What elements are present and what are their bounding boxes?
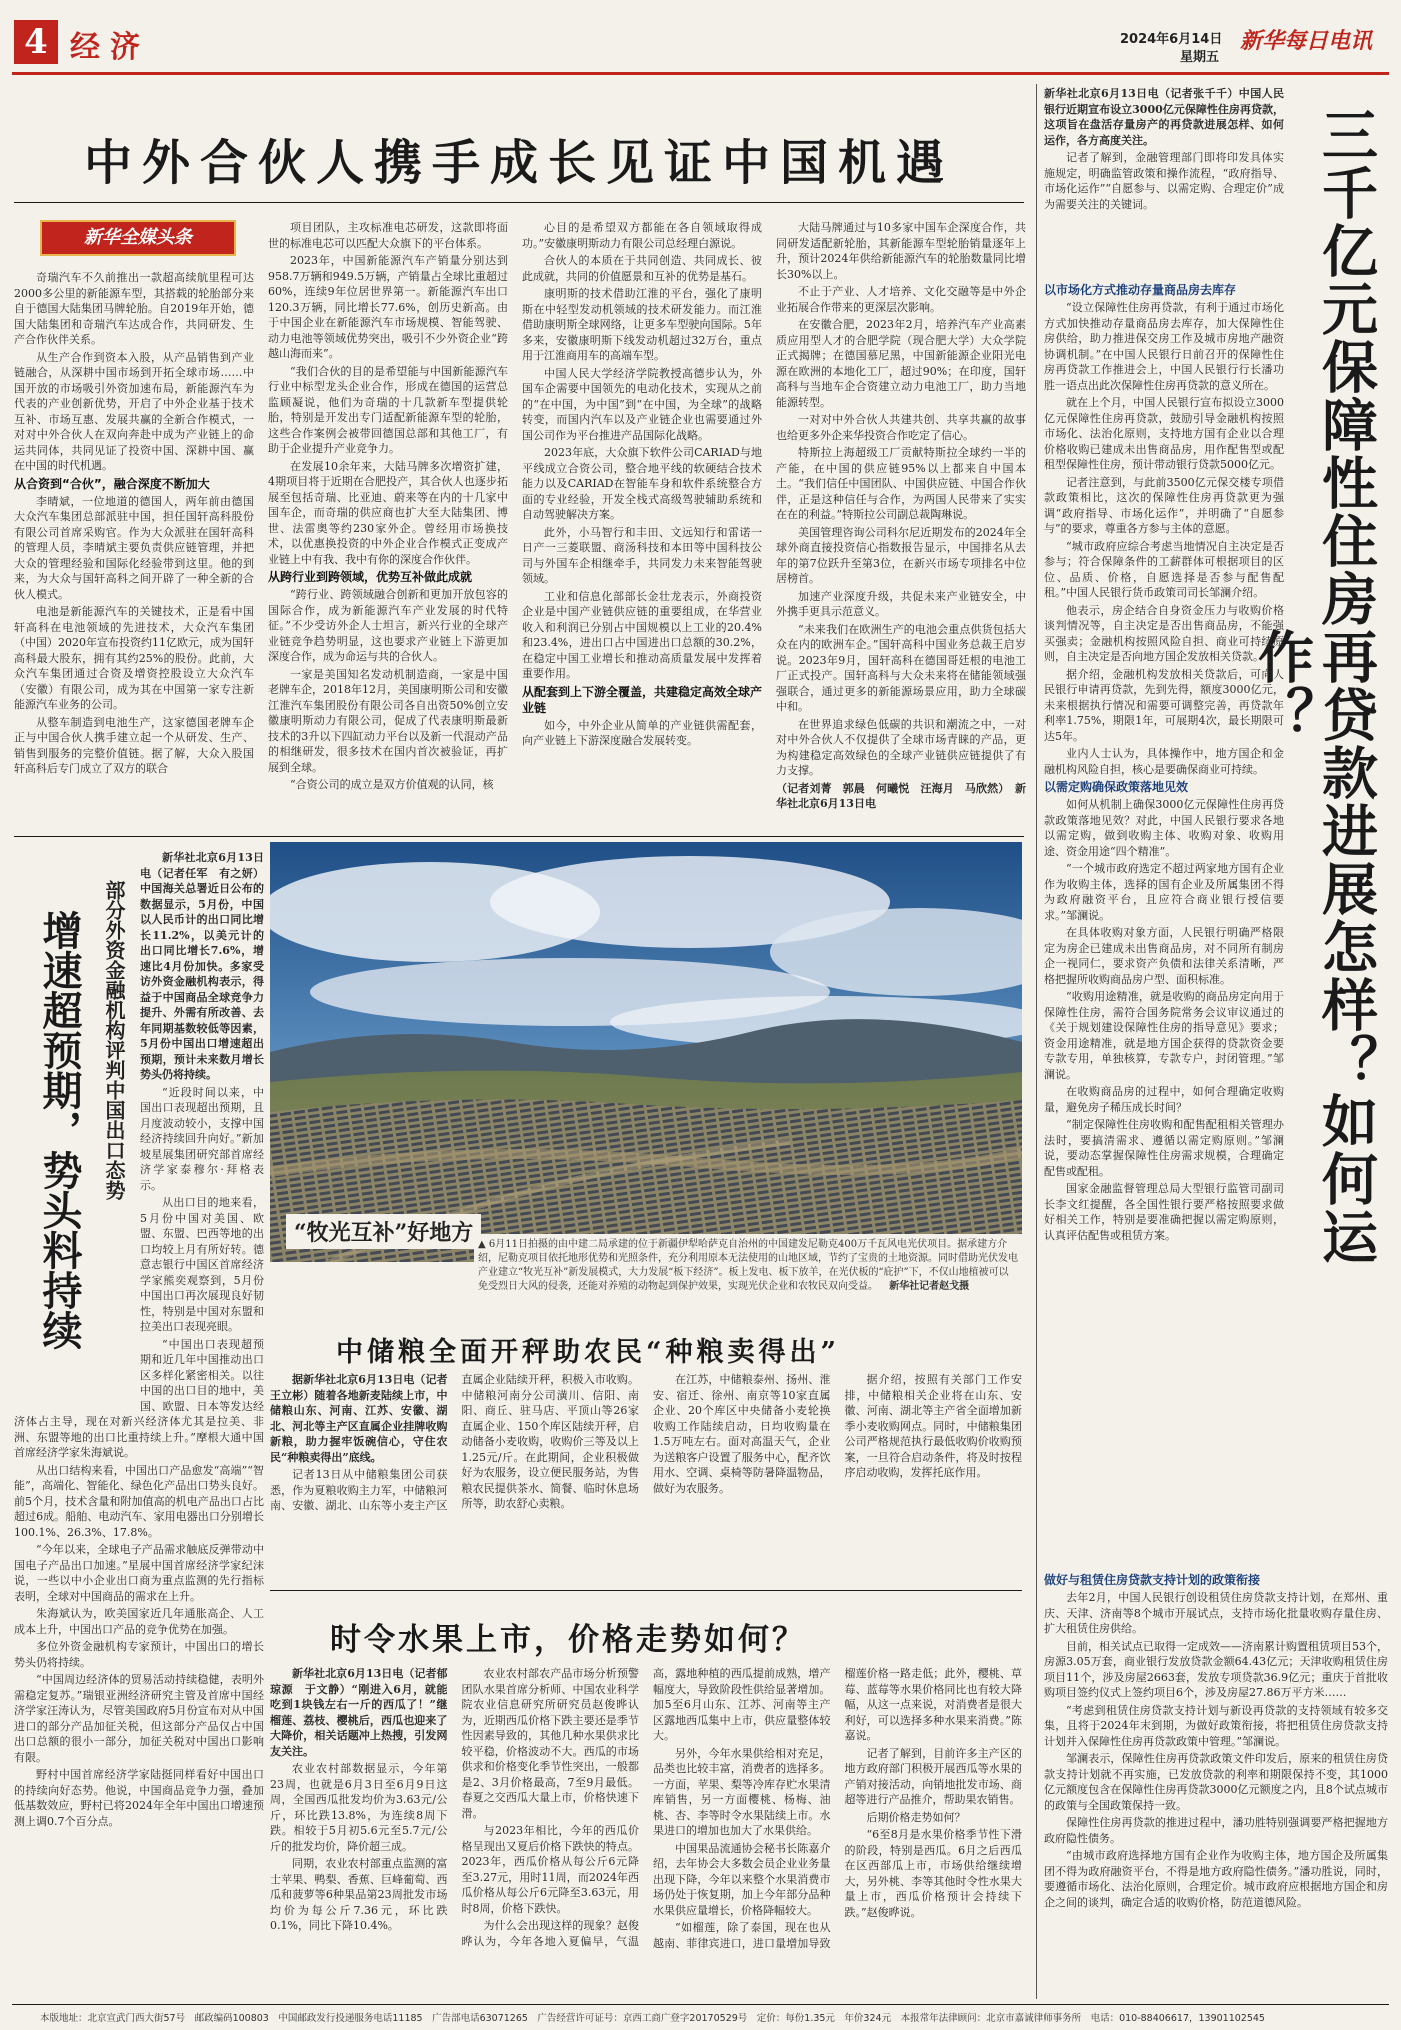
- main-article-col-2: 项目团队，主攻标准电芯研发，这款即将面世的标准电芯可以匹配大众旗下的平台体系。 2023年，中国新能源汽车产销量分别达到958.7万辆和949.5万辆，产销量占全球比重超过60%，连续9年位居世界第一。新能源汽车出口120.3万辆，同比增长77.6%，创历史新高。由于中国企业在新能源汽车市场规模、智能驾驶、动力电池等领域优势突出，吸引不少外资企业“跨越山海而来”。 “我们合伙的目的是希望能与中国新能源汽车行业中标型龙头企业合作，形成在德国的运营总监顾凝说，他们为奇瑞的十几款新车型提供轮胎，特别是开发出专门适配新能源车型的轮胎，这些合作案例会被带回德国总部和其他工厂，有助于企业提升产业竞争力。 在发展10余年来，大陆马牌多次增资扩建，4期项目将于近期在合肥投产，其合伙人也逐步拓展至包括奇瑞、比亚迪、蔚来等在内的十几家中国车企，而奇瑞的供应商也扩大至大陆集团、博世、法雷奥等约230家外企。曾经用市场换技术，以优惠换投资的中外企业合作模式正变成产业链上中有我、我中有你的深度合作伙伴。 从跨行业到跨领域，优势互补做此成就 “跨行业、跨领域融合创新和更加开放包容的国际合作，成为新能源汽车产业发展的时代特征。”不少受访外企人士坦言，新兴行业的全球产业链竞争趋势明显，这也要求产业链上下游更加深度合作，成为命运与共的合伙人。 一家是美国知名发动机制造商，一家是中国老牌车企，2018年12月，美国康明斯公司和安徽江淮汽车集团股份有限公司各自出资50%创立安徽康明斯动力有限公司，促成了代表康明斯最新技术的3升以下四缸动力平台以及新一代混动产品的相继研发，很多技术在国内首次被验证，再扩展到全球。 “合资公司的成立是双方价值观的认同，核: [268, 221, 508, 791]
- section-rule: [14, 836, 1024, 837]
- brand-name: 新华每日电讯: [1240, 28, 1373, 54]
- page-number: 4: [24, 22, 48, 62]
- fruit-story-body: 新华社北京6月13日电（记者郁琼源 于文静）“刚进入6月，就能吃到1块钱左右一斤的西瓜了！”继榴莲、荔枝、樱桃后，西瓜也迎来了大降价，相关话题冲上热搜，引发网友关注。 农业农村部数据显示，今年第23周，也就是6月3日至6月9日这周，全国西瓜批发均价为3.63元/公斤，环比跌13.8%，为连续8周下跌。相较于5月初5.6元至5.7元/公斤的批发均价，降价超三成。 同期，农业农村部重点监测的富士苹果、鸭梨、香蕉、巨峰葡萄、西瓜和菠萝等6种果品第23周批发市场均价为每公斤7.36元，环比跌0.1%，同比下降10.4%。 农业农村部农产品市场分析预警团队水果首席分析师、中国农业科学院农业信息研究所研究员赵俊晔认为，近期西瓜价格下跌主要还是季节性因素导致的，其他几种水果供求比较平稳，价格波动不大。西瓜的市场供求和价格变化季节性突出，一般都是2、3月价格最高，7至9月最低。春夏之交西瓜大量上市，价格快速下滑。 与2023年相比，今年的西瓜价格呈现出又夏后价格下跌快的特点。2023年，西瓜价格从每公斤6元降至3.27元，用时11周，而2024年西瓜价格从每公斤6元降至3.63元，用时8周，价格下跌快。 为什么会出现这样的现象？赵俊晔认为，今年各地入夏偏早，气温高，露地种植的西瓜提前成熟，增产幅度大，导致阶段性供给显著增加。加5至6月山东、江苏、河南等主产区露地西瓜集中上市，供应量整体较大。 另外，今年水果供给相对充足，品类也比较丰富，消费者的选择多。一方面，苹果、梨等冷库存贮水果清库销售，另一方面樱桃、杨梅、油桃、杏、李等时令水果陆续上市。水果进口的增加也加大了水果供给。 中国果品流通协会秘书长陈嘉介绍，去年协会大多数会员企业业务量出现下降，今年以来整个水果消费市场仍处于恢复期，加上今年部分品种水果供应量增长，价格降幅较大。 “如榴莲，除了泰国，现在也从越南、菲律宾进口，进口量增加导致榴莲价格一路走低；此外，樱桃、草莓、蓝莓等水果价格同比也有较大降幅，从这一点来说，对消费者是很大利好，可以选择多种水果来消费。”陈嘉说。 记者了解到，目前许多主产区的地方政府部门积极开展西瓜等水果的产销对接活动，向销地批发市场、商超等进行产品推介，帮助果农销售。 后期价格走势如何？ “6至8月是水果价格季节性下滑的阶段，特别是西瓜。6月之后西瓜在区西部瓜上市，市场供给继续增大，另外桃、李等其他时令性水果大量上市，西瓜价格预计会持续下跌。”赵俊晔说。: [270, 1667, 1022, 1950]
- caption-marker-icon: ▲: [478, 1239, 486, 1250]
- masthead: [0, 0, 1401, 78]
- column-divider: [1036, 84, 1037, 1999]
- grain-story-body: 据新华社北京6月13日电（记者王立彬）随着各地新麦陆续上市，中储粮山东、河南、江苏、安徽、湖北、河北等主产区直属企业挂牌收购新粮，助力握牢饭碗信心，守住农民“种粮卖得出”底线。 记者13日从中储粮集团公司获悉，作为夏粮收购主力军，中储粮河南、安徽、湖北、山东等小麦主产区直属企业陆续开秤，积极入市收购。中储粮河南分公司潢川、信阳、南阳、商丘、驻马店、平顶山等26家直属企业、150个库区陆续开秤，启动储备小麦收购，收购价三等及以上1.25元/斤。在此期间，企业积极做好为农服务，设立便民服务站，为售粮农民提供茶水、简餐、临时休息场所等，助农舒心卖粮。 在江苏，中储粮泰州、扬州、淮安、宿迁、徐州、南京等10家直属企业、20个库区中央储备小麦轮换收购工作陆续启动，日均收购量在1.5万吨左右。面对高温天气，企业为送粮客户设置了服务中心，配齐饮用水、空调、桌椅等防暑降温物品，做好为农服务。 据介绍，按照有关部门工作安排，中储粮相关企业将在山东、安徽、河南、湖北等主产省全面增加新季小麦收购网点。同时，中储粮集团公司严格规范执行最低收购价收购预案，一旦符合启动条件，将及时按程序启动收购，发挥托底作用。: [270, 1373, 1022, 1512]
- subheading: 从合资到“合伙”，融合深度不断加大: [14, 476, 210, 491]
- export-story-body: 新华社北京6月13日电（记者任军 有之妍）中国海关总署近日公布的数据显示，5月份，中国以人民币计的出口同比增长11.2%，以美元计的出口同比增长7.6%，增速比4月份加快。多家受访外资金融机构表示，得益于中国商品全球竞争力提升、外需有所改善、去年同期基数较低等因素，5月份中国出口增速超出预期，预计未来数月增长势头仍将持续。 “近段时间以来，中国出口表现超出预期，且月度波动较小，支撑中国经济持续回升向好。”新加坡星展集团研究部首席经济学家泰穆尔·拜格表示。 从出口目的地来看，5月份中国对美国、欧盟、东盟、巴西等地的出口均较上月有所好转。德意志银行中国区首席经济学家熊奕观察到，5月份中国出口再次展现良好韧性，特别是中国对东盟和拉美出口表现亮眼。 “中国出口表现超预期和近几年中国推动出口区多样化紧密相关。以往中国的出口目的地中，美国、欧盟、日本等发达经济体占主导，现在对新兴经济体尤其是拉美、非洲、东盟等地的出口比重持续上升。”摩根大通中国首席经济学家朱海斌说。 从出口结构来看，中国出口产品愈发“高端”“智能”，高端化、智能化、绿色化产品出口势头良好。前5个月，技术含量和附加值高的机电产品出口占比超过6成。船舶、电动汽车、家用电器出口分别增长100.1%、26.3%、17.8%。 “今年以来，全球电子产品需求触底反弹带动中国电子产品出口加速。”星展中国首席经济学家纪沫说，一些以中小企业出口商为重点监测的先行指标表明，全球对中国商品的需求在上升。 朱海斌认为，欧美国家近几年通胀高企、人工成本上升，中国出口产品的竞争优势在加强。 多位外资金融机构专家预计，中国出口的增长势头仍将持续。 “中国周边经济体的贸易活动持续稳健，表明外需稳定复苏。”瑞银亚洲经济研究主管及首席中国经济学家汪涛认为，尽管美国政府5月份宣布对从中国进口的部分产品加征关税，但这部分产品仅占中国出口总额的很小一部分，加征关税对中国出口影响有限。 野村中国首席经济学家陆挺同样看好中国出口的持续向好态势。他说，中国商品竞争力强，叠加低基数效应，野村已将2024年全年中国出口增速预测上调0.7个百分点。: [14, 851, 264, 1828]
- right-story-lead-col: 新华社北京6月13日电（记者张千千）中国人民银行近期宣布设立3000亿元保障性住房再贷款，这项旨在盘活存量房产的再贷款进展怎样、如何运作，各方高度关注。 记者了解到，金融管理部门即将印发具体实施规定，明确监管政策和操作流程，“政府指导、市场化运作”“自愿参与、以需定购、合理定价”成为需要关注的关键词。: [1044, 87, 1284, 211]
- grain-headline: 中储粮全面开秤助农民“种粮卖得出”: [336, 1337, 841, 1368]
- photo-label: “牧光互补”好地方: [286, 1214, 481, 1249]
- section-title: 经济: [70, 30, 150, 65]
- subheading: 做好与租赁住房贷款支持计划的政策衔接: [1044, 1573, 1261, 1587]
- brand-logo: [1240, 24, 1372, 55]
- masthead-rule: [12, 72, 1389, 75]
- main-article-col-3: 心目的是希望双方都能在各自领域取得成功。”安徽康明斯动力有限公司总经理白源说。 合伙人的本质在于共同创造、共同成长、彼此成就，共同的价值愿景和互补的优势是基石。 康明斯的技术借助江淮的平台，强化了康明斯在中轻型发动机领域的技术研发能力。而江淮借助康明斯全球网络，让更多车型驶向国际。5年多来，安徽康明斯下线发动机超过32万台，重点用于江淮商用车的高端车型。 中国人民大学经济学院教授高德步认为，外国车企需要中国领先的电动化技术，实现从之前的“在中国，为中国”到“在中国，为全球”的战略转变，而国内汽车以及产业链企业也需要通过外国公司作为平台推进产品国际化战略。 2023年底，大众旗下软件公司CARIAD与地平线成立合资公司，整合地平线的软硬结合技术能力以及CARIAD在智能车身和软件系统整合方面的专业经验，开发全栈式高级驾驶辅助系统和自动驾驶解决方案。 此外，小马智行和丰田、文远知行和雷诺一日产一三菱联盟、商汤科技和本田等中国科技公司与外国车企相继牵手，共同发力未来智能驾驶领域。 工业和信息化部部长金壮龙表示，外商投资企业是中国产业链供应链的重要组成，在华营业收入和利润已分别占中国规模以上工业的20.4%和23.4%，进出口占中国进出口总额的30.2%，在稳定中国工业增长和推动高质量发展中发挥着重要作用。 从配套到上下游全覆盖，共建稳定高效全球产业链 如今，中外企业从简单的产业链供需配套，向产业链上下游深度融合发展转变。: [522, 221, 762, 747]
- page-number-badge: [14, 20, 58, 64]
- subheading: 以需定购确保政策落地见效: [1044, 780, 1189, 794]
- landscape-photo: [270, 842, 1022, 1262]
- right-story-title: 三千亿元保障性住房再贷款进展怎样？如何运作？: [1249, 106, 1379, 1266]
- footer-rule: [12, 2004, 1389, 2005]
- right-story-body: 以市场化方式推动存量商品房去库存 “设立保障性住房再贷款，有利于通过市场化方式加快推动存量商品房去库存，加大保障性住房供给，助力推进保交房工作及城市房地产融资协调机制。”在中国人民银行日前召开的保障性住房再贷款工作推进会上，中国人民银行行长潘功胜一语点出此次保障性住房再贷款的意义所在。 就在上个月，中国人民银行宣布拟设立3000亿元保障性住房再贷款，鼓励引导金融机构按照市场化、法治化原则，支持地方国有企业以合理价格收购已建成未出售商品房，用作配售型或配租型保障性住房，预计带动银行贷款5000亿元。 记者注意到，与此前3500亿元保交楼专项借款政策相比，这次的保障性住房再贷款更为强调“政府指导、市场化运作”，并明确了“自愿参与”的要求，尊重各方参与主体的意愿。 “城市政府应综合考虑当地情况自主决定是否参与；符合保障条件的工薪群体可根据项目的区位、品质、价格，自愿选择是否参与配售配租。”中国人民银行货币政策司司长邹澜介绍。 他表示，房企结合自身资金压力与收购价格谈判情况等，自主决定是否出售商品房，不能强买强卖；金融机构按照风险自担、商业可持续原则，自主决定是否向地方国企发放相关贷款。 据介绍，金融机构发放相关贷款后，可向人民银行申请再贷款，先到先得，额度3000亿元，未来根据执行情况和需要可调整完善，再贷款年利率1.75%，期限1年，可展期4次，最长期限可达5年。 业内人士认为，具体操作中，地方国企和金融机构风险自担，核心是要确保商业可持续。 以需定购确保政策落地见效 如何从机制上确保3000亿元保障性住房再贷款政策落地见效？对此，中国人民银行要求各地以需定购，做到收购主体、收购对象、收购用途、资金用途“四个精准”。 “一个城市政府选定不超过两家地方国有企业作为收购主体，选择的国有企业及所属集团不得为政府融资平台，且应符合商业银行授信要求。”邹澜说。 在具体收购对象方面，人民银行明确严格限定为房企已建成未出售商品房，对不同所有制房企一视同仁，要求资产负债和法律关系清晰，严格把握所收购商品房户型、面积标准。 “收购用途精准，就是收购的商品房定向用于保障性住房，需符合国务院常务会议审议通过的《关于规划建设保障性住房的指导意见》要求；资金用途精准，就是地方国企获得的贷款资金要专款专用，单独核算，专款专户，封闭管理。”邹澜说。 在收购商品房的过程中，如何合理确定收购量，避免房子稀压成长时间？ “制定保障性住房收购和配售配租相关管理办法时，要搞清需求、遵循以需定购原则。”邹澜说，要动态掌握保障性住房需求规模，合理确定配售或配租。 国家金融监督管理总局大型银行监管司副司长李文红提醒，各全国性银行要严格按照要求做好相关工作，特别是要准确把握以需定购原则，认真评估配售或租赁方案。: [1044, 283, 1284, 1242]
- export-story-title: 增速超预期，势头料持续: [36, 910, 83, 1350]
- right-story-bottom: 做好与租赁住房贷款支持计划的政策衔接 去年2月，中国人民银行创设租赁住房贷款支持计划，在郑州、重庆、天津、济南等8个城市开展试点，支持市场化批量收购存量住房、扩大租赁住房供给。 目前，相关试点已取得一定成效——济南累计购置租赁项目53个，房源3.05万套，商业银行发放贷款金额64.43亿元；天津收购租赁住房项目11个，涉及房屋2663套，发放专项贷款36.9亿元；重庆于首批收购项目签约仪式上签约项目6个，涉及房屋27.86万平方米…… “考虑到租赁住房贷款支持计划与新设再贷款的支持领域有较多交集，且将于2024年末到期，为做好政策衔接，将把租赁住房贷款支持计划并入保障性住房再贷款政策中管理。”邹澜说。 邹澜表示，保障性住房再贷款政策文件印发后，原来的租赁住房贷款支持计划就不再实施，已发放贷款的利率和期限保持不变，其1000亿元额度包含在保障性住房再贷款3000亿元额度之内，且8个试点城市的政策与全国政策保持一致。 保障性住房再贷款的推进过程中，潘功胜特别强调要严格把握地方政府隐性债务。 “由城市政府选择地方国有企业作为收购主体，地方国企及所属集团不得为政府融资平台，不得是地方政府隐性债务。”潘功胜说，同时，要遵循市场化、法治化原则，合理定价。城市政府应根据地方国企和房企之间的谈判，确定合适的收购价格，防范道德风险。: [1044, 1573, 1388, 1909]
- subheading: 从配套到上下游全覆盖，共建稳定高效全球产业链: [522, 684, 762, 715]
- subheading: 从跨行业到跨领域，优势互补做此成就: [268, 570, 473, 584]
- issue-date: 2024年6月14日: [1120, 32, 1223, 47]
- export-story-subtitle: 部分外资金融机构评判中国出口态势: [102, 880, 126, 1200]
- fruit-headline: 时令水果上市，价格走势如何？: [330, 1622, 806, 1658]
- photo-caption: ▲ 6月11日拍摄的由中建二局承建的位于新疆伊犁哈萨克自治州的中国建发尼勒克400万千瓦风电光伏项目。据承建方介绍，尼勒克项目依托地形优势和光照条件，充分利用原本无法使用的山地区域，节约了宝贵的土地资源。同时借助光伏发电产业建立“牧光互补”新发展模式，大力发展“板下经济”。板上发电、板下放羊，在光伏板的“庇护”下，不仅山地植被可以免受烈日大风的侵袭，还能对养殖的动物起到保护效果，实现光伏企业和农牧民双向受益。 新华社记者赵戈摄: [474, 1234, 1022, 1314]
- headline-rule: [14, 202, 1024, 203]
- byline: （记者刘菁 郭晨 何曦悦 汪海月 马欣然） 新华社北京6月13日电: [776, 781, 1026, 810]
- section-rule: [270, 1590, 1022, 1591]
- main-article-col-1: 奇瑞汽车不久前推出一款超高续航里程可达2000多公里的新能源车型，其搭载的轮胎部分来自于德国大陆集团马牌轮胎。自2019年开始，德国大陆集团和奇瑞汽车达成合作，共同研发、生产合作伙伴关系。 从生产合作到资本入股，从产品销售到产业链融合，从深耕中国市场到开拓全球市场……中国开放的市场吸引外资加速布局，新能源汽车为代表的产业创新优势，开启了中外企业基于技术互补、市场互惠、发展共赢的全新合作模式，一对对中外合伙人在双向奔赴中成为产业链上的命运共同体，共同见证了投资中国、深耕中国、赢在中国的时代机遇。 从合资到“合伙”，融合深度不断加大 李晴斌，一位地道的德国人，两年前由德国大众汽车集团总部派驻中国，担任国轩高科股份有限公司首席采购官。作为大众派驻在国轩高科的管理人员，李晴斌主要负责供应链管理，并把大众的管理经验和国际化经验带到这里。他的到来，为大众与国轩高科之间开辟了一种全新的合伙人模式。 电池是新能源汽车的关键技术，正是看中国轩高科在电池领域的先进技术，大众汽车集团（中国）2020年宣布投资约11亿欧元，成为国轩高科最大股东，拥有其约25%的股份。此前，大众汽车集团通过合资及增资控股设立大众汽车（安徽）有限公司，成为其在中国第一家专注新能源汽车业务的公司。 从整车制造到电池生产，这家德国老牌车企正与中国合伙人携手建立起一个从研发、生产、销售到服务的完整价值链。据了解，大众入股国轩高科后专门成立了双方的联合: [14, 271, 254, 775]
- label-text: 新华全媒头条: [84, 227, 192, 248]
- solar-farm-photo: [270, 842, 1022, 1262]
- footer-info: 本版地址：北京宣武门西大街57号 邮政编码100803 中国邮政发行投递服务电话11185 广告部电话63071265 广告经营许可证号：京西工商广登字20170529号 定价：每份1.35元 年价324元 本报常年法律顾问：北京市嘉诚律师事务所 电话：010-88406617，13901102545: [40, 2013, 1265, 2024]
- photo-credit: 新华社记者赵戈摄: [889, 1281, 970, 1292]
- subheading: 以市场化方式推动存量商品房去库存: [1044, 283, 1237, 297]
- xinhua-allmedia-label: [40, 220, 236, 256]
- issue-weekday: 星期五: [1180, 50, 1220, 65]
- main-headline: 中外合伙人携手成长见证中国机遇: [84, 135, 955, 191]
- main-article-col-4: 大陆马牌通过与10多家中国车企深度合作，共同研发适配新轮胎，其新能源车型轮胎销量逐年上升，预计2024年供给新能源汽车的轮胎数量同比增长30%以上。 不止于产业、人才培养、文化交融等是中外企业拓展合作带来的更深层次影响。 在安徽合肥，2023年2月，培养汽车产业高素质应用型人才的合肥学院（现合肥大学）大众学院正式揭牌；在德国慕尼黑，中国新能源企业阳光电源在欧洲的本地化工厂，超过90%；在印度，国轩高科与当地车企合资建立动力电池工厂，助力当地能源转型。 一对对中外合伙人共建共创、共享共赢的故事也给更多外企来华投资合作吃定了信心。 特斯拉上海超级工厂贡献特斯拉全球约一半的产能，在中国的供应链95%以上都来自中国本土。“我们信任中国团队、中国供应链、中国合作伙伴，正是这种信任与合作，为两国人民带来了实实在在的利益。”特斯拉公司副总裁陶琳说。 美国管理咨询公司科尔尼近期发布的2024年全球外商直接投资信心指数报告显示，中国排名从去年的第7位跃升至第3位，在新兴市场专项排名中位居榜首。 加速产业深度升级，共促未来产业链安全，中外携手更具示范意义。 “未来我们在欧洲生产的电池会重点供货包括大众在内的欧洲车企。”国轩高科中国业务总裁王启岁说。2023年9月，国轩高科在德国哥廷根的电池工厂正式投产。国轩高科与大众未来将在储能领域强强联合，通过更多的新能源场景应用，助力全球碳中和。 在世界追求绿色低碳的共识和潮流之中，一对对中外合伙人不仅提供了全球市场青睐的产品，更为构建稳定高效绿色的全球产业链供应链提供了有力支撑。 （记者刘菁 郭晨 何曦悦 汪海月 马欣然） 新华社北京6月13日电: [776, 221, 1026, 810]
